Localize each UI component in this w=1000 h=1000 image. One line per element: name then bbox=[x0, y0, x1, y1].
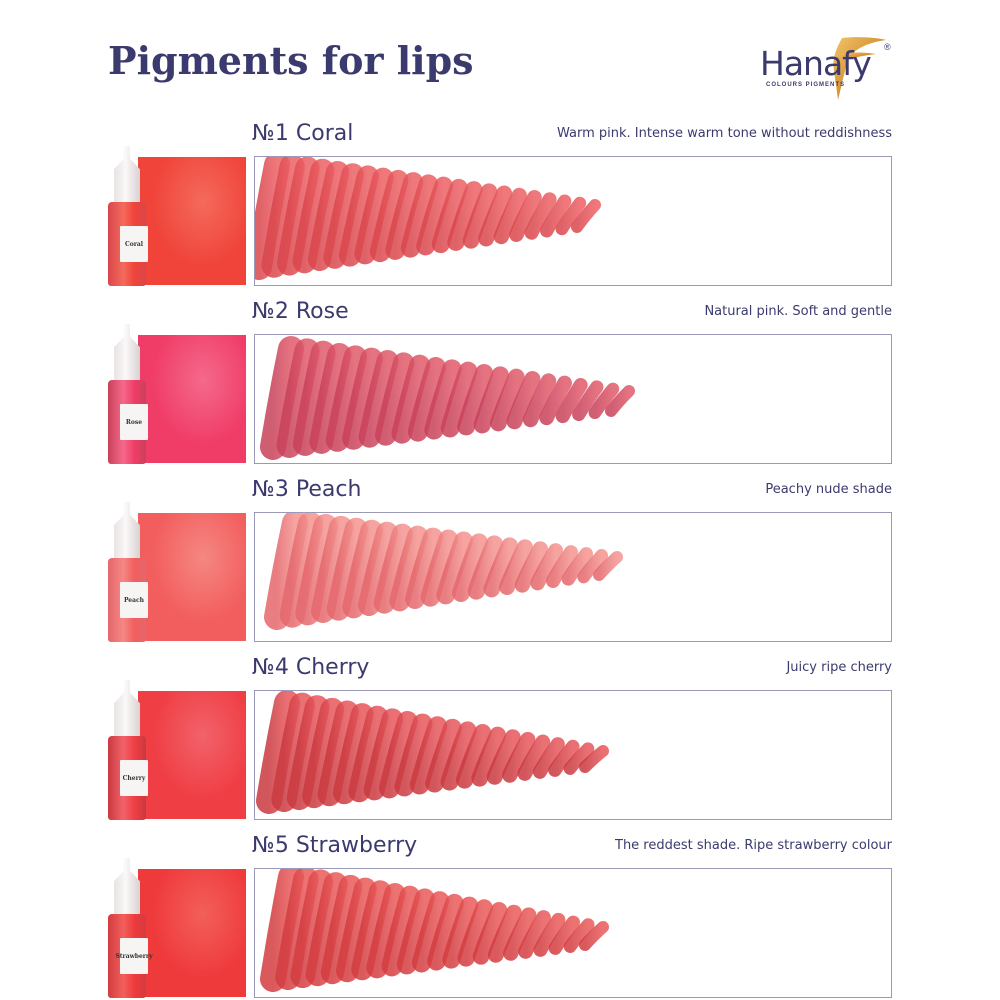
pigment-title: №1 Coral bbox=[252, 121, 354, 146]
bottle-cap bbox=[114, 146, 140, 204]
pigment-bottle bbox=[104, 502, 150, 644]
brand-logo bbox=[760, 36, 900, 106]
pigment-row-rose bbox=[0, 299, 1000, 477]
bottle-body bbox=[108, 914, 153, 998]
logo-subtitle: COLOURS PIGMENTS bbox=[766, 82, 846, 88]
bottle-cap bbox=[114, 680, 140, 738]
pigment-bottle bbox=[104, 680, 150, 822]
page-title: Pigments for lips bbox=[108, 38, 474, 83]
bottle-label: Peach bbox=[120, 582, 148, 618]
bottle-cap bbox=[114, 324, 140, 382]
brush-stroke-sample bbox=[255, 513, 891, 641]
brush-stroke-sample bbox=[255, 335, 891, 463]
color-swatch bbox=[138, 335, 246, 463]
pigment-row-coral bbox=[0, 121, 1000, 299]
pigment-bottle bbox=[104, 146, 150, 288]
pigment-row-cherry bbox=[0, 655, 1000, 833]
stroke-sample-box bbox=[254, 690, 892, 820]
logo-registered-mark: ® bbox=[884, 42, 891, 52]
bottle-body bbox=[108, 202, 146, 286]
pigment-description: Juicy ripe cherry bbox=[786, 660, 892, 675]
stroke-sample-box bbox=[254, 512, 892, 642]
stroke-sample-box bbox=[254, 156, 892, 286]
bottle-label: Coral bbox=[120, 226, 148, 262]
pigment-title: №5 Strawberry bbox=[252, 833, 418, 858]
stroke-sample-box bbox=[254, 868, 892, 998]
bottle-cap bbox=[114, 502, 140, 560]
stroke-sample-box bbox=[254, 334, 892, 464]
brush-stroke-sample bbox=[255, 691, 891, 819]
pigment-row-strawberry bbox=[0, 833, 1000, 1000]
pigment-description: Natural pink. Soft and gentle bbox=[704, 304, 892, 319]
pigment-title: №4 Cherry bbox=[252, 655, 370, 680]
pigment-title: №3 Peach bbox=[252, 477, 362, 502]
color-swatch bbox=[138, 157, 246, 285]
bottle-cap bbox=[114, 858, 140, 916]
color-swatch bbox=[138, 513, 246, 641]
color-swatch bbox=[138, 869, 246, 997]
pigment-description: Peachy nude shade bbox=[765, 482, 892, 497]
pigment-description: The reddest shade. Ripe strawberry colour bbox=[615, 838, 892, 853]
bottle-body bbox=[108, 558, 146, 642]
bottle-body bbox=[108, 380, 146, 464]
pigment-description: Warm pink. Intense warm tone without reddishness bbox=[556, 126, 892, 141]
bottle-label: Cherry bbox=[120, 760, 148, 796]
color-swatch bbox=[138, 691, 246, 819]
pigment-bottle bbox=[104, 858, 153, 1000]
brush-stroke-sample bbox=[255, 157, 891, 285]
bottle-body bbox=[108, 736, 146, 820]
bottle-label: Rose bbox=[120, 404, 148, 440]
pigment-row-peach bbox=[0, 477, 1000, 655]
pigment-title: №2 Rose bbox=[252, 299, 349, 324]
logo-wordmark: Hanafy bbox=[760, 44, 871, 83]
bottle-label: Strawberry bbox=[120, 938, 148, 974]
pigment-bottle bbox=[104, 324, 150, 466]
brush-stroke-sample bbox=[255, 869, 891, 997]
